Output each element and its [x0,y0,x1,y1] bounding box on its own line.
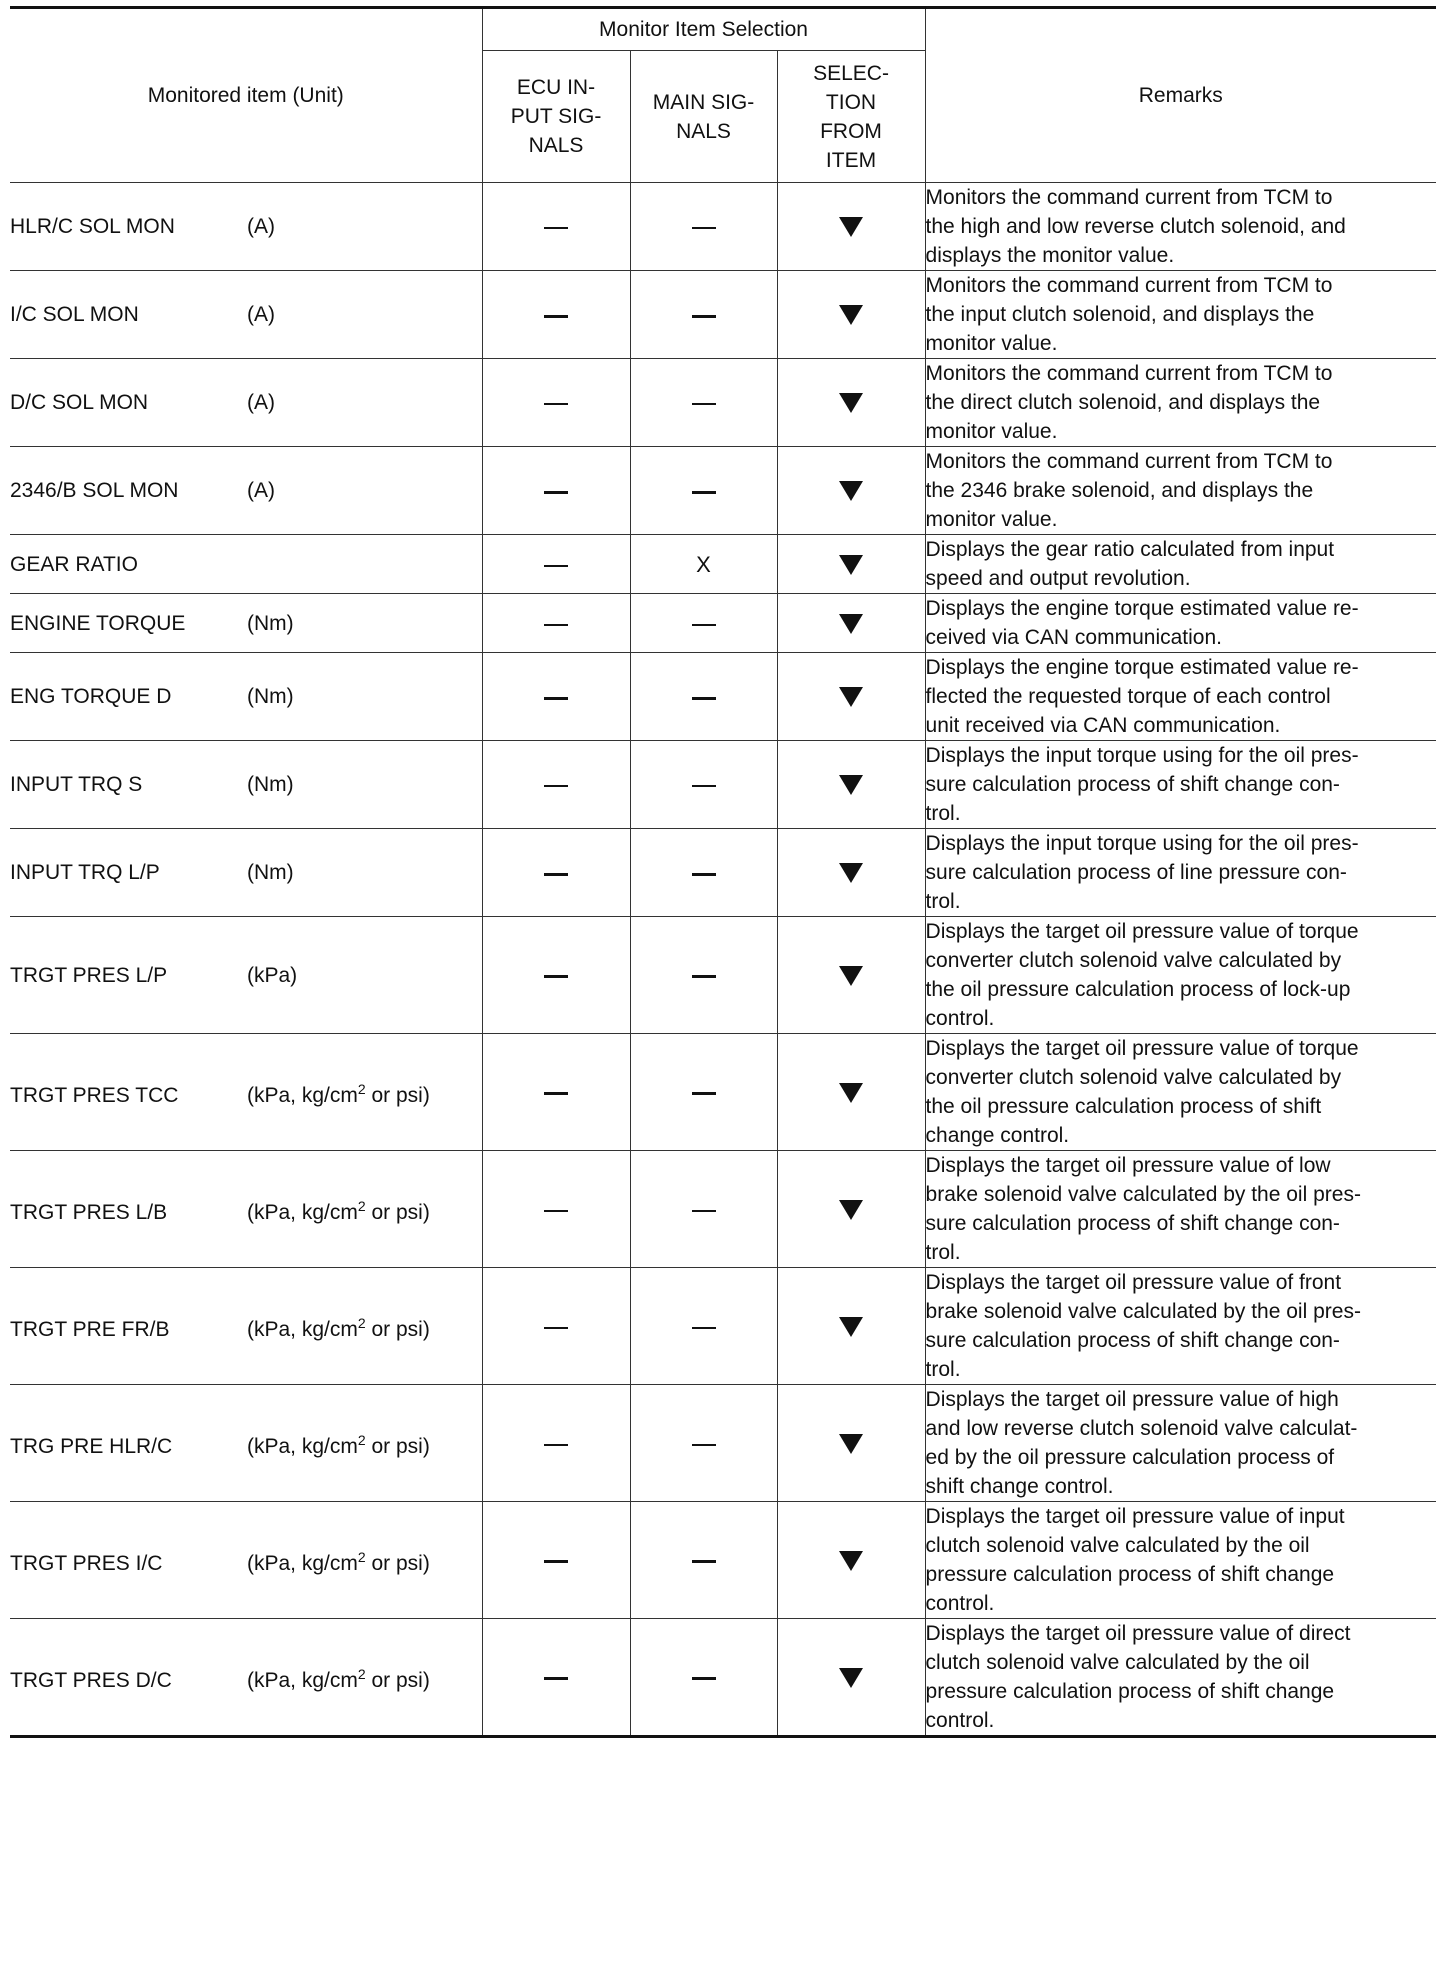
remarks-line: sure calculation process of line pressure con- [925,861,1347,884]
item-name: TRGT PRES D/C [10,1668,172,1692]
main-signals-cell [630,447,777,535]
item-unit: (A) [247,479,275,502]
header-line: MAIN SIG- [652,90,755,114]
remarks-line: Monitors the command current from TCM to [925,362,1333,385]
unit-text: or psi) [365,1200,430,1224]
table-row [10,829,1436,917]
remarks-cell [925,1034,1436,1151]
remarks-cell [925,183,1436,271]
main-signals-cell [630,1034,777,1151]
triangle-down-icon [839,614,863,634]
ecu-input-signals-cell [482,1619,630,1737]
dash-mark [692,315,716,318]
remarks-line: monitor value. [925,508,1058,531]
unit-text: or psi) [365,1551,430,1575]
dash-mark [544,491,568,494]
item-name: TRGT PRES I/C [10,1551,163,1575]
dash-mark [692,624,716,626]
header-line: PUT SIG- [510,105,602,128]
ecu-input-signals-cell [482,1385,630,1502]
dash-mark [692,697,716,700]
item-name: INPUT TRQ L/P [10,861,160,884]
header-main-signals [630,51,777,183]
selection-from-item-cell [777,271,925,359]
table-row [10,653,1436,741]
monitored-item-cell [10,594,482,653]
monitor-item-table-page [10,6,1436,1738]
item-name: ENGINE TORQUE [10,611,186,635]
main-signals-cell [630,917,777,1034]
remarks-line: control. [925,1592,995,1615]
item-unit: (Nm) [247,773,294,796]
dash-mark [544,1327,568,1329]
dash-mark [544,565,568,567]
selection-from-item-cell [777,594,925,653]
main-signals-cell [630,271,777,359]
remarks-line: Displays the target oil pressure value of direct [925,1622,1351,1645]
table-row [10,359,1436,447]
remarks-line: trol. [925,802,961,825]
table-row [10,594,1436,653]
dash-mark [692,403,716,405]
selection-from-item-cell [777,359,925,447]
remarks-line: Displays the target oil pressure value of front [925,1271,1342,1294]
item-unit: (Nm) [247,685,294,708]
unit-superscript: 2 [357,1431,366,1448]
item-name: INPUT TRQ S [10,773,143,796]
dash-mark [692,975,716,978]
dash-mark [544,624,568,626]
unit-superscript: 2 [357,1548,366,1565]
remarks-cell [925,594,1436,653]
main-signals-cell [630,594,777,653]
table-row [10,741,1436,829]
monitored-item-cell [10,1619,482,1737]
monitored-item-cell [10,1034,482,1151]
item-unit: (Nm) [247,611,294,635]
remarks-line: flected the requested torque of each control [925,685,1331,708]
selection-from-item-cell [777,1619,925,1737]
header-line: NALS [528,134,584,157]
remarks-line: pressure calculation process of shift change [925,1563,1335,1586]
ecu-input-signals-cell [482,1151,630,1268]
remarks-line: Displays the target oil pressure value of torque [925,920,1359,943]
unit-text: or psi) [365,1083,430,1107]
remarks-cell [925,271,1436,359]
header-monitored-item: Monitored item (Unit) [10,8,482,183]
monitored-item-cell [10,741,482,829]
item-name: I/C SOL MON [10,303,139,326]
unit-text: (kPa, kg/cm [247,1083,358,1107]
header-line: ITEM [825,148,877,172]
dash-mark [544,1677,568,1680]
main-signals-cell [630,1385,777,1502]
triangle-down-icon [839,1317,863,1337]
monitored-item-cell [10,359,482,447]
remarks-line: Displays the target oil pressure value of low [925,1154,1331,1177]
dash-mark [692,785,716,787]
item-unit: (Nm) [247,861,294,884]
dash-mark [544,697,568,700]
x-mark: X [696,551,711,577]
table-row [10,1619,1436,1737]
remarks-line: ed by the oil pressure calculation process of [925,1446,1335,1469]
dash-mark [692,1560,716,1563]
remarks-line: control. [925,1709,995,1732]
header-line: SELEC- [813,61,889,85]
selection-from-item-cell [777,829,925,917]
remarks-line: pressure calculation process of shift change [925,1680,1335,1703]
selection-from-item-cell [777,1268,925,1385]
table-body [10,183,1436,1737]
unit-text: (kPa, kg/cm [247,1668,358,1692]
ecu-input-signals-cell [482,359,630,447]
dash-mark [544,785,568,787]
selection-from-item-cell [777,653,925,741]
dash-mark [692,1444,716,1446]
monitor-item-table [10,6,1436,1738]
unit-superscript: 2 [357,1665,366,1682]
remarks-line: clutch solenoid valve calculated by the oil [925,1534,1310,1557]
ecu-input-signals-cell [482,271,630,359]
monitored-item-cell [10,1268,482,1385]
triangle-down-icon [839,966,863,986]
item-unit [247,1543,430,1578]
table-row [10,1034,1436,1151]
remarks-line: Monitors the command current from TCM to [925,450,1333,473]
remarks-line: Displays the engine torque estimated value re- [925,656,1359,679]
item-name: TRG PRE HLR/C [10,1434,173,1458]
item-unit [247,1309,430,1344]
ecu-input-signals-cell [482,1268,630,1385]
item-name: 2346/B SOL MON [10,479,179,502]
remarks-line: trol. [925,1358,961,1381]
item-name: GEAR RATIO [10,552,138,576]
header-ecu-input-signals [482,51,630,183]
monitored-item-cell [10,447,482,535]
dash-mark [544,1092,568,1095]
unit-superscript: 2 [357,1197,366,1214]
remarks-line: and low reverse clutch solenoid valve calculat- [925,1417,1358,1440]
table-row [10,271,1436,359]
selection-from-item-cell [777,1034,925,1151]
remarks-line: displays the monitor value. [925,244,1175,267]
item-name: D/C SOL MON [10,391,149,414]
header-selection-from-item [777,51,925,183]
dash-mark [692,1092,716,1095]
remarks-line: the high and low reverse clutch solenoid, and [925,215,1346,238]
selection-from-item-cell [777,447,925,535]
remarks-line: the 2346 brake solenoid, and displays the [925,479,1314,502]
remarks-line: Displays the target oil pressure value of input [925,1505,1345,1528]
dash-mark [692,1677,716,1680]
triangle-down-icon [839,217,863,237]
remarks-line: sure calculation process of shift change con- [925,773,1340,796]
dash-mark [544,873,568,876]
main-signals-cell [630,183,777,271]
remarks-line: sure calculation process of shift change con- [925,1329,1340,1352]
table-row [10,1385,1436,1502]
header-line: FROM [820,119,882,143]
remarks-line: Displays the engine torque estimated value re- [925,597,1359,620]
monitored-item-cell [10,917,482,1034]
item-unit: (A) [247,215,275,238]
selection-from-item-cell [777,1502,925,1619]
monitored-item-cell [10,535,482,594]
triangle-down-icon [839,305,863,325]
item-unit [247,1426,430,1461]
remarks-line: the input clutch solenoid, and displays the [925,303,1315,326]
remarks-cell [925,447,1436,535]
ecu-input-signals-cell [482,653,630,741]
selection-from-item-cell [777,1385,925,1502]
table-row [10,183,1436,271]
dash-mark [544,227,568,229]
triangle-down-icon [839,687,863,707]
remarks-cell [925,917,1436,1034]
main-signals-cell [630,359,777,447]
remarks-line: the direct clutch solenoid, and displays the [925,391,1321,414]
header-line: NALS [676,119,731,143]
remarks-cell [925,653,1436,741]
main-signals-cell [630,741,777,829]
item-unit: (kPa) [247,963,298,987]
header-remarks: Remarks [925,8,1436,183]
remarks-line: Displays the gear ratio calculated from input [925,538,1335,561]
triangle-down-icon [839,775,863,795]
remarks-line: sure calculation process of shift change con- [925,1212,1340,1235]
remarks-line: speed and output revolution. [925,567,1191,590]
remarks-cell [925,1502,1436,1619]
table-row [10,917,1436,1034]
remarks-cell [925,1151,1436,1268]
triangle-down-icon [839,1434,863,1454]
monitored-item-cell [10,829,482,917]
unit-superscript: 2 [357,1314,366,1331]
unit-text: (kPa, kg/cm [247,1200,358,1224]
item-unit [247,1660,430,1695]
table-row [10,1151,1436,1268]
dash-mark [544,975,568,978]
ecu-input-signals-cell [482,829,630,917]
remarks-line: unit received via CAN communication. [925,714,1281,737]
triangle-down-icon [839,481,863,501]
header-monitor-item-selection: Monitor Item Selection [482,8,925,51]
item-name: TRGT PRES L/P [10,963,168,987]
selection-from-item-cell [777,917,925,1034]
remarks-line: converter clutch solenoid valve calculated by [925,949,1342,972]
remarks-line: Displays the input torque using for the oil pres- [925,832,1359,855]
remarks-line: Displays the target oil pressure value of torque [925,1037,1359,1060]
main-signals-cell [630,1151,777,1268]
unit-superscript: 2 [357,1080,366,1097]
item-unit [247,1075,430,1110]
monitored-item-cell [10,271,482,359]
ecu-input-signals-cell [482,594,630,653]
selection-from-item-cell [777,183,925,271]
remarks-line: Monitors the command current from TCM to [925,274,1333,297]
remarks-line: the oil pressure calculation process of shift [925,1095,1322,1118]
main-signals-cell [630,1619,777,1737]
item-name: HLR/C SOL MON [10,215,175,238]
remarks-cell [925,829,1436,917]
remarks-cell [925,1385,1436,1502]
monitored-item-cell [10,1502,482,1619]
unit-text: or psi) [365,1434,430,1458]
item-unit: (A) [247,391,275,414]
selection-from-item-cell [777,1151,925,1268]
unit-text: or psi) [365,1317,430,1341]
selection-from-item-cell [777,535,925,594]
monitored-item-cell [10,653,482,741]
remarks-line: brake solenoid valve calculated by the oil pres- [925,1300,1361,1323]
main-signals-cell [630,1502,777,1619]
unit-text: or psi) [365,1668,430,1692]
main-signals-cell [630,1268,777,1385]
item-name: TRGT PRE FR/B [10,1317,170,1341]
table-row [10,1268,1436,1385]
triangle-down-icon [839,555,863,575]
remarks-line: Displays the target oil pressure value of high [925,1388,1339,1411]
main-signals-cell [630,535,777,594]
triangle-down-icon [839,1551,863,1571]
dash-mark [544,315,568,318]
remarks-line: shift change control. [925,1475,1114,1498]
triangle-down-icon [839,1668,863,1688]
ecu-input-signals-cell [482,1502,630,1619]
remarks-line: monitor value. [925,420,1058,443]
item-name: TRGT PRES TCC [10,1083,179,1107]
ecu-input-signals-cell [482,741,630,829]
dash-mark [544,403,568,405]
ecu-input-signals-cell [482,535,630,594]
remarks-line: control. [925,1007,995,1030]
dash-mark [692,491,716,494]
remarks-line: ceived via CAN communication. [925,626,1222,649]
remarks-line: trol. [925,1241,961,1264]
ecu-input-signals-cell [482,917,630,1034]
remarks-cell [925,1268,1436,1385]
header-line: ECU IN- [516,76,596,99]
ecu-input-signals-cell [482,1034,630,1151]
unit-text: (kPa, kg/cm [247,1434,358,1458]
triangle-down-icon [839,1200,863,1220]
remarks-line: brake solenoid valve calculated by the oil pres- [925,1183,1361,1206]
remarks-line: converter clutch solenoid valve calculated by [925,1066,1342,1089]
remarks-line: monitor value. [925,332,1058,355]
dash-mark [544,1444,568,1446]
unit-text: (kPa, kg/cm [247,1317,358,1341]
triangle-down-icon [839,863,863,883]
dash-mark [692,1210,716,1212]
remarks-line: Monitors the command current from TCM to [925,186,1333,209]
remarks-line: Displays the input torque using for the oil pres- [925,744,1359,767]
dash-mark [544,1210,568,1212]
item-unit [247,1192,430,1227]
main-signals-cell [630,653,777,741]
dash-mark [544,1560,568,1563]
header-line: TION [825,90,877,114]
dash-mark [692,227,716,229]
unit-text: (kPa, kg/cm [247,1551,358,1575]
remarks-line: change control. [925,1124,1070,1147]
ecu-input-signals-cell [482,447,630,535]
remarks-cell [925,1619,1436,1737]
remarks-cell [925,359,1436,447]
selection-from-item-cell [777,741,925,829]
ecu-input-signals-cell [482,183,630,271]
remarks-cell [925,741,1436,829]
triangle-down-icon [839,1083,863,1103]
main-signals-cell [630,829,777,917]
table-row [10,535,1436,594]
dash-mark [692,873,716,876]
dash-mark [692,1327,716,1329]
table-row [10,1502,1436,1619]
monitored-item-cell [10,183,482,271]
remarks-line: trol. [925,890,961,913]
item-name: TRGT PRES L/B [10,1200,168,1224]
table-row [10,447,1436,535]
remarks-line: the oil pressure calculation process of lock-up [925,978,1351,1001]
triangle-down-icon [839,393,863,413]
monitored-item-cell [10,1385,482,1502]
remarks-line: clutch solenoid valve calculated by the oil [925,1651,1310,1674]
item-unit: (A) [247,303,275,326]
item-name: ENG TORQUE D [10,685,172,708]
remarks-cell [925,535,1436,594]
monitored-item-cell [10,1151,482,1268]
